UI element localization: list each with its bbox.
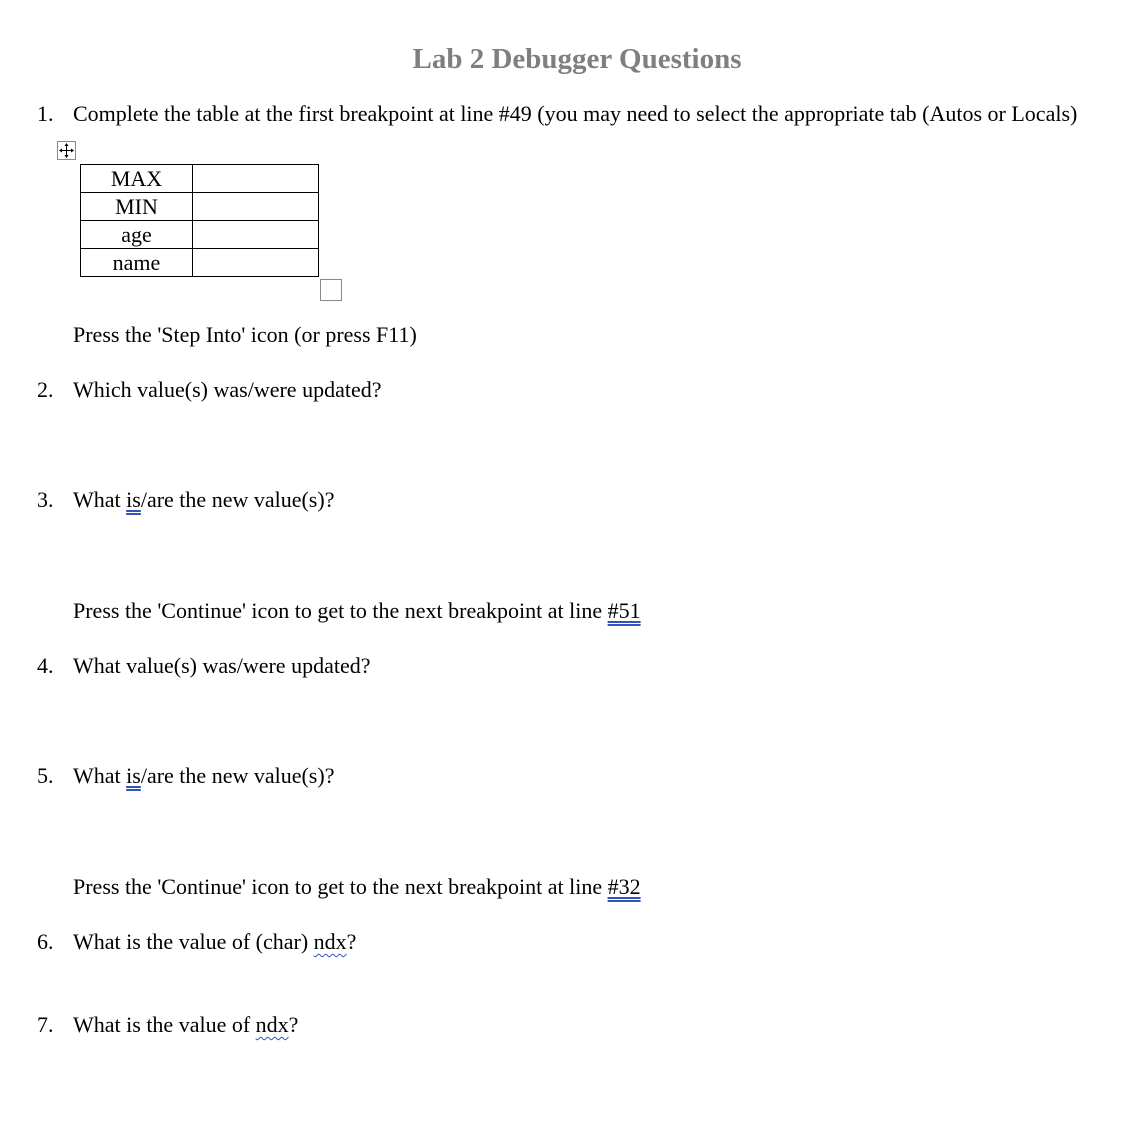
table-cell-name: MAX bbox=[81, 165, 193, 193]
table-cell-value[interactable] bbox=[193, 249, 319, 277]
table-cell-name: MIN bbox=[81, 193, 193, 221]
question-5-text-after: /are the new value(s)? bbox=[140, 763, 335, 788]
question-6-text-before: What is the value of (char) bbox=[73, 929, 314, 954]
grammar-flagged-line-number[interactable]: #32 bbox=[607, 874, 641, 899]
question-1-text: Complete the table at the first breakpoint at line #49 (you may need to select the appropriate tab (Autos or Locals) bbox=[73, 101, 1078, 126]
instruction-continue-text: Press the 'Continue' icon to get to the next breakpoint at line bbox=[73, 598, 608, 623]
spelling-flagged-word[interactable]: ndx bbox=[255, 1012, 289, 1037]
question-6-number: 6. bbox=[37, 929, 54, 954]
table-row bbox=[81, 249, 319, 277]
table-cell-value[interactable] bbox=[193, 221, 319, 249]
question-7-text-after: ? bbox=[288, 1012, 299, 1037]
instruction-continue-32 bbox=[73, 874, 641, 900]
question-2-text: Which value(s) was/were updated? bbox=[73, 377, 382, 402]
question-3-text-before: What bbox=[73, 487, 127, 512]
table-cell-name: age bbox=[81, 221, 193, 249]
grammar-flagged-word[interactable]: is bbox=[126, 487, 141, 512]
grammar-flagged-line-number[interactable]: #51 bbox=[607, 598, 641, 623]
question-3-text-after: /are the new value(s)? bbox=[140, 487, 335, 512]
question-7-text-before: What is the value of bbox=[73, 1012, 256, 1037]
question-5-number: 5. bbox=[37, 763, 54, 788]
table-cell-name: name bbox=[81, 249, 193, 277]
table-row bbox=[81, 221, 319, 249]
question-4-text: What value(s) was/were updated? bbox=[73, 653, 371, 678]
question-1-number: 1. bbox=[37, 101, 54, 126]
question-6-text bbox=[73, 929, 356, 955]
question-7-number: 7. bbox=[37, 1012, 54, 1037]
table-move-handle-icon[interactable] bbox=[57, 141, 76, 160]
question-7-text bbox=[73, 1012, 298, 1038]
table-cell-value[interactable] bbox=[193, 193, 319, 221]
spelling-flagged-word[interactable]: ndx bbox=[313, 929, 347, 954]
instruction-step-into: Press the 'Step Into' icon (or press F11) bbox=[73, 322, 417, 347]
question-5-text-before: What bbox=[73, 763, 127, 788]
table-cell-value[interactable] bbox=[193, 165, 319, 193]
page-title: Lab 2 Debugger Questions bbox=[412, 43, 742, 75]
question-5-text bbox=[73, 763, 334, 789]
question-3-number: 3. bbox=[37, 487, 54, 512]
table-resize-handle-icon[interactable] bbox=[320, 279, 342, 301]
grammar-flagged-word[interactable]: is bbox=[126, 763, 141, 788]
table-row bbox=[81, 165, 319, 193]
variables-table bbox=[80, 164, 319, 277]
instruction-continue-text: Press the 'Continue' icon to get to the next breakpoint at line bbox=[73, 874, 608, 899]
instruction-continue-51 bbox=[73, 598, 641, 624]
table-row bbox=[81, 193, 319, 221]
question-2-number: 2. bbox=[37, 377, 54, 402]
question-6-text-after: ? bbox=[346, 929, 357, 954]
question-4-number: 4. bbox=[37, 653, 54, 678]
question-3-text bbox=[73, 487, 334, 513]
